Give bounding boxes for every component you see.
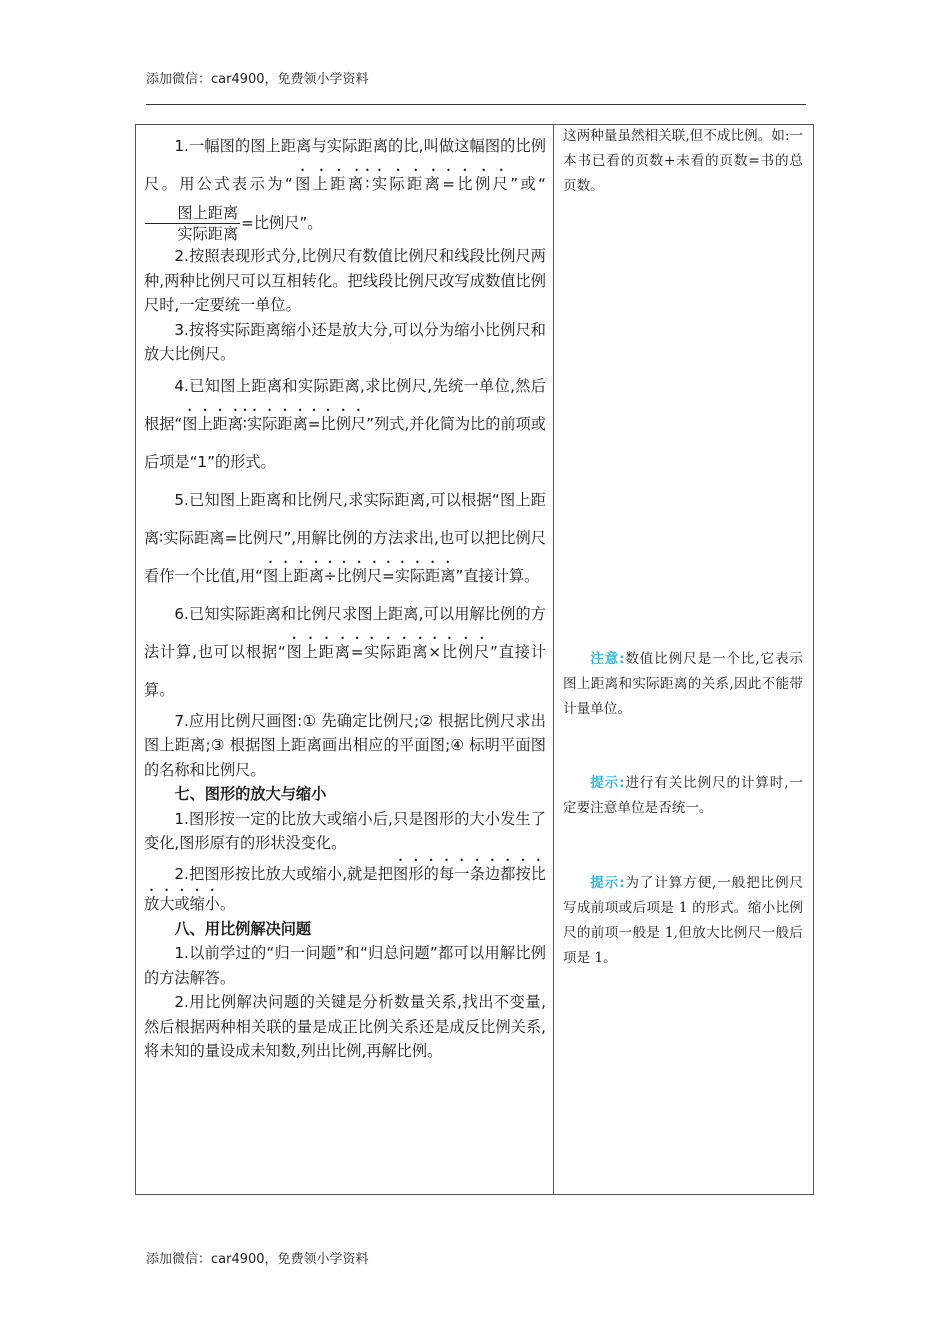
tip-tag-2: 提示: bbox=[590, 875, 625, 891]
q2-emphasis: 图形的每一条边都按比放大或缩小 bbox=[144, 864, 547, 913]
paragraph-r1: 1.以前学过的“归一问题”和“归总问题”都可以用解比例的方法解答。 bbox=[144, 944, 546, 987]
paragraph-3: 3.按将实际距离缩小还是放大分,可以分为缩小比例尺和放大比例尺。 bbox=[144, 320, 546, 363]
paragraph-2: 2.按照表现形式分,比例尺有数值比例尺和线段比例尺两种,两种比例尺可以互相转化。把线段比例尺改写成数值比例尺时,一定要统一单位。 bbox=[144, 247, 546, 314]
fraction-denominator: 实际距离 bbox=[177, 225, 239, 243]
side-note-tip-2 bbox=[563, 871, 803, 971]
p1-text-c: =比例尺”。 bbox=[241, 214, 323, 232]
attention-tag: 注意: bbox=[590, 651, 625, 667]
p6-text-b: ”直接计算。 bbox=[144, 642, 546, 699]
p6-formula-emphasis: 图上距离=实际距离×比例尺 bbox=[285, 642, 491, 661]
fraction-numerator: 图上距离 bbox=[145, 203, 240, 224]
paragraph-7: 7.应用比例尺画图:① 先确定比例尺;② 根据比例尺求出图上距离;③ 根据图上距离画出相应的平面图;④ 标明平面图的名称和比例尺。 bbox=[144, 711, 546, 779]
section-heading-8: 八、用比例解决问题 bbox=[174, 919, 312, 938]
side-note-attention bbox=[563, 647, 803, 722]
side-note-tip-1 bbox=[563, 771, 803, 821]
p4-formula-emphasis: 图上距离∶实际距离=比例尺 bbox=[182, 414, 367, 433]
column-divider bbox=[553, 124, 554, 1195]
p5-text-b: ”直接计算。 bbox=[455, 566, 540, 585]
p6-text-a: 6.已知实际距离和比例尺求图上距离,可以用解比例的方法计算,也可以根据“ bbox=[144, 604, 546, 661]
side-note-3-text: 为了计算方便,一般把比例尺写成前项或后项是 1 的形式。缩小比例尺的前项一般是 1,但放大比例尺一般后项是 1。 bbox=[563, 875, 803, 966]
p1-formula-emphasis: 图上距离∶实际距离=比例尺 bbox=[292, 175, 511, 193]
paragraph-q1: 1.图形按一定的比放大或缩小后,只是图形的大小发生了变化,图形原有的形状没变化。 bbox=[144, 809, 546, 852]
q2-text-a: 2.把图形按比放大或缩小,就是把 bbox=[174, 864, 394, 883]
side-note-continued bbox=[563, 124, 803, 199]
paragraph-r2: 2.用比例解决问题的关键是分析数量关系,找出不变量,然后根据两种相关联的量是成正比例关系还是成反比例关系,将未知的量设成未知数,列出比例,再解比例。 bbox=[144, 993, 546, 1060]
tip-tag-1: 提示: bbox=[590, 775, 625, 791]
paragraph-5 bbox=[144, 481, 546, 595]
p5-text-a: 5.已知图上距离和比例尺,求实际距离,可以根据“图上距离∶实际距离=比例尺”,用解比例的方法求出,也可以把比例尺看作一个比值,用“ bbox=[144, 490, 546, 585]
section-heading-7: 七、图形的放大与缩小 bbox=[174, 785, 327, 803]
paragraph-6 bbox=[144, 595, 546, 709]
side-note-1-text: 数值比例尺是一个比,它表示图上距离和实际距离的关系,因此不能带计量单位。 bbox=[563, 651, 803, 717]
p1-text-b: ”或“ bbox=[510, 175, 546, 193]
paragraph-1 bbox=[144, 127, 546, 244]
paragraph-4 bbox=[144, 367, 546, 481]
p4-text-b: ”列式,并化简为比的前项或后项是“1”的形式。 bbox=[144, 414, 546, 471]
paragraph-q2 bbox=[144, 856, 546, 917]
page-header-text: 添加微信：car4900，免费领小学资料 bbox=[146, 72, 369, 87]
side-note-2-text: 进行有关比例尺的计算时,一定要注意单位是否统一。 bbox=[563, 775, 803, 816]
side-note-0-text: 这两种量虽然相关联,但不成比例。如:一本书已看的页数+未看的页数=书的总页数。 bbox=[563, 128, 803, 194]
p1-text-a: 1.一幅图的图上距离与实际距离的比,叫做这幅图的比例尺。用公式表示为“ bbox=[144, 137, 546, 193]
scale-fraction bbox=[145, 203, 240, 244]
q2-text-b: 。 bbox=[219, 895, 236, 913]
p5-formula-emphasis: 图上距离÷比例尺=实际距离 bbox=[263, 566, 456, 585]
p4-text-a: 4.已知图上距离和实际距离,求比例尺,先统一单位,然后根据“ bbox=[144, 376, 546, 433]
page-footer-text: 添加微信：car4900，免费领小学资料 bbox=[146, 1252, 369, 1267]
main-column bbox=[144, 127, 546, 1064]
header-rule bbox=[146, 104, 806, 105]
